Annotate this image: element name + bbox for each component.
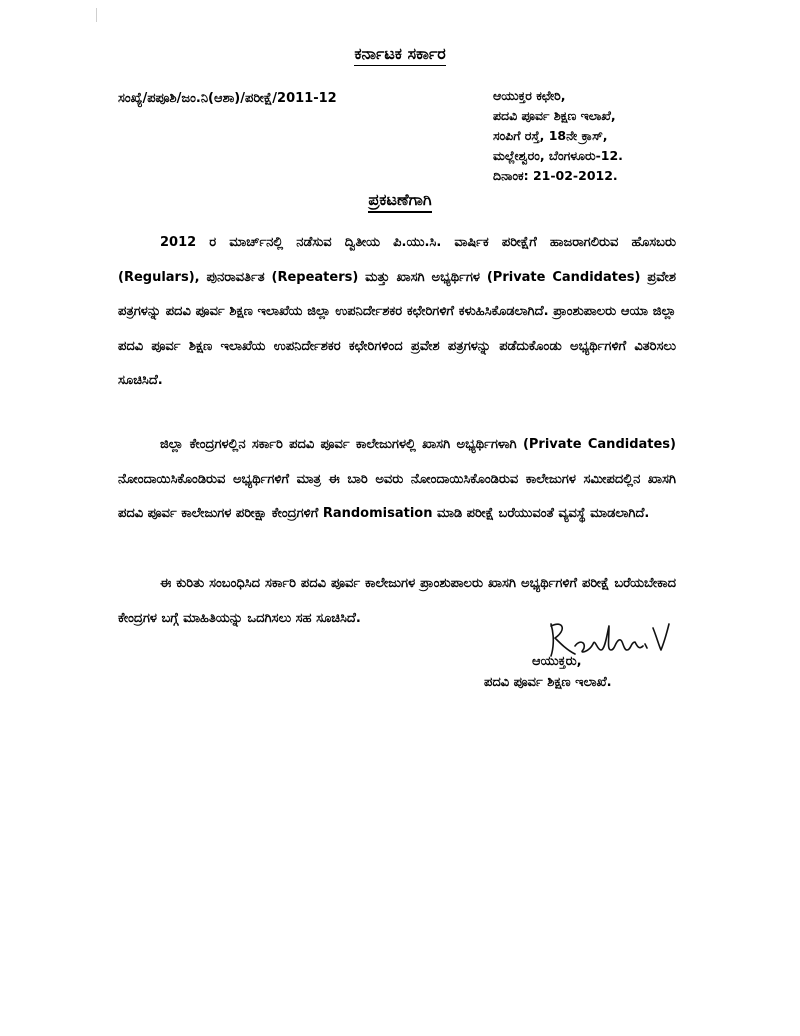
reference-number: ಸಂಖ್ಯೆ/ಪಪೂಶಿ/ಜಂ.ನಿ(ಆಶಾ)/ಪರೀಕ್ಷೆ/2011-12 [118, 91, 337, 106]
address-line: ಆಯುಕ್ತರ ಕಛೇರಿ, [493, 88, 566, 103]
paragraph-text: ಈ ಕುರಿತು ಸಂಬಂಧಿಸಿದ ಸರ್ಕಾರಿ ಪದವಿ ಪೂರ್ವ ಕಾಲೇಜುಗಳ ಪ್ರಾಂಶುಪಾಲರು ಖಾಸಗಿ ಅಭ್ಯರ್ಥಿಗಳಿಗೆ ಪರೀಕ್ಷೆ ಬರೆಯಬೇಕಾದ ಕೇಂದ್ರಗಳ ಬಗ್ಗೆ ಮಾಹಿತಿಯನ್ನು ಒದಗಿಸಲು ಸಹ ಸೂಚಿಸಿದೆ. [118, 576, 676, 626]
office-address [493, 86, 723, 186]
signatory-title: ಆಯುಕ್ತರು, [532, 654, 582, 669]
paragraph-text: 2012 ರ ಮಾರ್ಚ್‌ನಲ್ಲಿ ನಡೆಸುವ ದ್ವಿತೀಯ ಪಿ.ಯು.ಸಿ. ವಾರ್ಷಿಕ ಪರೀಕ್ಷೆಗೆ ಹಾಜರಾಗಲಿರುವ ಹೊಸಬರು (Regulars), ಪುನರಾವರ್ತಿತ (Repeaters) ಮತ್ತು ಖಾಸಗಿ ಅಭ್ಯರ್ಥಿಗಳ (Private Candidates) ಪ್ರವೇಶ ಪತ್ರಗಳನ್ನು ಪದವಿ ಪೂರ್ವ ಶಿಕ್ಷಣ ಇಲಾಖೆಯ ಜಿಲ್ಲಾ ಉಪನಿರ್ದೇಶಕರ ಕಛೇರಿಗಳಿಗೆ ಕಳುಹಿಸಿಕೊಡಲಾಗಿದೆ. ಪ್ರಾಂಶುಪಾಲರು ಆಯಾ ಜಿಲ್ಲಾ ಪದವಿ ಪೂರ್ವ ಶಿಕ್ಷಣ ಇಲಾಖೆಯ ಉಪನಿರ್ದೇಶಕರ ಕಛೇರಿಗಳಿಂದ ಪ್ರವೇಶ ಪತ್ರಗಳನ್ನು ಪಡೆದುಕೊಂಡು ಅಭ್ಯರ್ಥಿಗಳಿಗೆ ವಿತರಿಸಲು ಸೂಚಿಸಿದೆ. [118, 235, 676, 388]
address-line: ಮಲ್ಲೇಶ್ವರಂ, ಬೆಂಗಳೂರು-12. [493, 148, 623, 163]
government-title [0, 44, 800, 64]
body-paragraph [118, 428, 676, 532]
government-title-text: ಕರ್ನಾಟಕ ಸರ್ಕಾರ [354, 44, 445, 66]
notice-heading [0, 190, 800, 210]
body-paragraph [118, 226, 676, 399]
margin-mark [96, 8, 97, 22]
date-line: ದಿನಾಂಕ: 21-02-2012. [493, 168, 618, 183]
address-line: ಸಂಪಿಗೆ ರಸ್ತೆ, 18ನೇ ಕ್ರಾಸ್, [493, 128, 608, 143]
signatory-department: ಪದವಿ ಪೂರ್ವ ಶಿಕ್ಷಣ ಇಲಾಖೆ. [484, 675, 612, 690]
address-line: ಪದವಿ ಪೂರ್ವ ಶಿಕ್ಷಣ ಇಲಾಖೆ, [493, 108, 616, 123]
paragraph-text: ಜಿಲ್ಲಾ ಕೇಂದ್ರಗಳಲ್ಲಿನ ಸರ್ಕಾರಿ ಪದವಿ ಪೂರ್ವ ಕಾಲೇಜುಗಳಲ್ಲಿ ಖಾಸಗಿ ಅಭ್ಯರ್ಥಿಗಳಾಗಿ (Private Candidates) ನೋಂದಾಯಿಸಿಕೊಂಡಿರುವ ಅಭ್ಯರ್ಥಿಗಳಿಗೆ ಮಾತ್ರ ಈ ಬಾರಿ ಅವರು ನೋಂದಾಯಿಸಿಕೊಂಡಿರುವ ಕಾಲೇಜುಗಳ ಸಮೀಪದಲ್ಲಿನ ಖಾಸಗಿ ಪದವಿ ಪೂರ್ವ ಕಾಲೇಜುಗಳ ಪರೀಕ್ಷಾ ಕೇಂದ್ರಗಳಿಗೆ Randomisation ಮಾಡಿ ಪರೀಕ್ಷೆ ಬರೆಯುವಂತೆ ವ್ಯವಸ್ಥೆ ಮಾಡಲಾಗಿದೆ. [118, 437, 676, 521]
notice-heading-text: ಪ್ರಕಟಣೆಗಾಗಿ [368, 190, 431, 213]
